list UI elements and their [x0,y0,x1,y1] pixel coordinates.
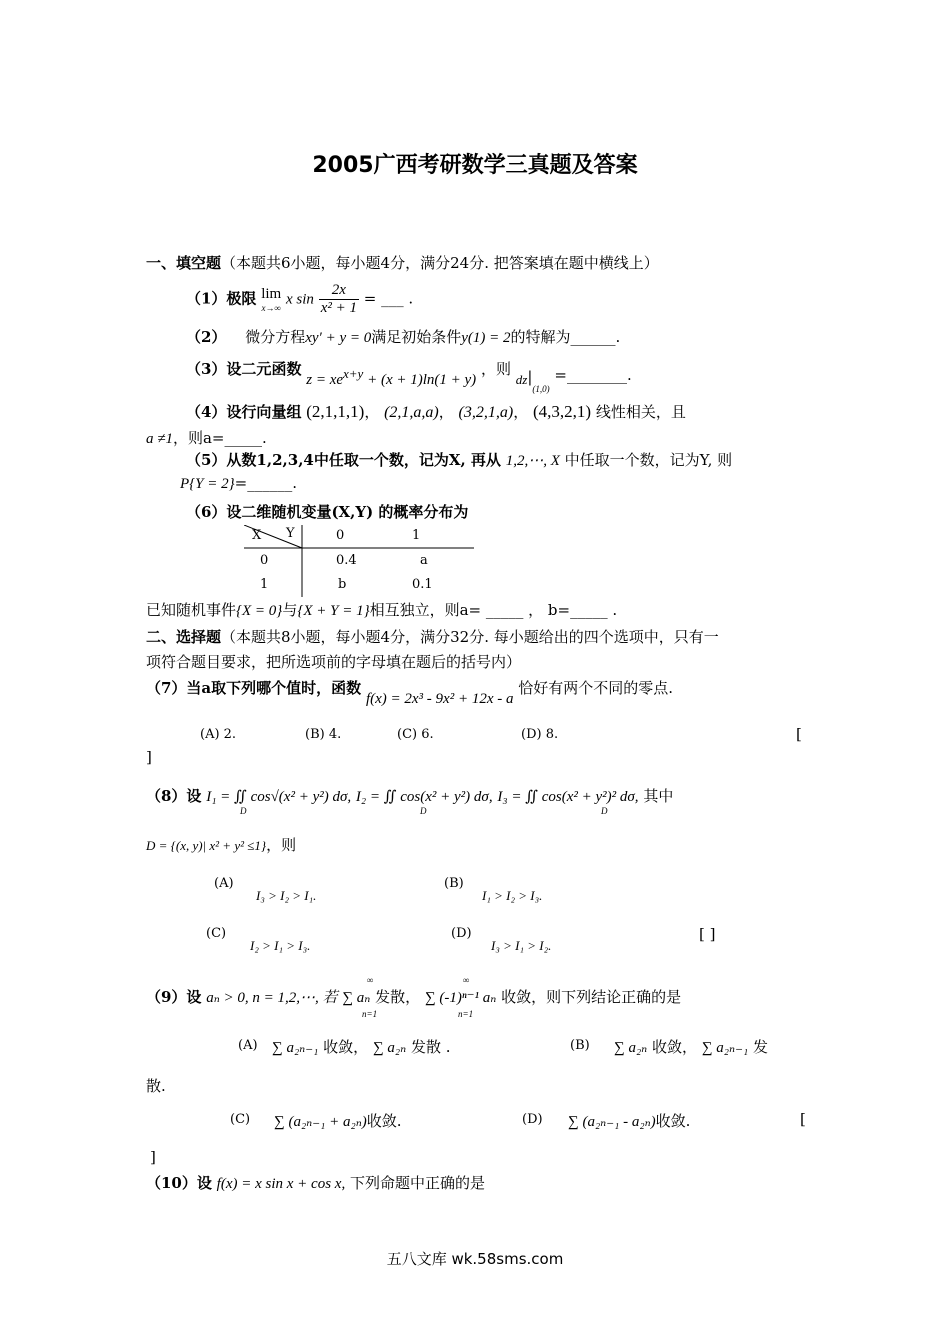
sum-upper: ∞ [367,975,374,985]
section2-heading: 二、选择题 [146,628,222,646]
q8-bracket: [ ] [699,925,716,943]
q7-tail: 恰好有两个不同的零点. [518,679,674,697]
q9-option-c [274,1110,402,1131]
question-6 [186,501,468,522]
section1-desc: （本题共6小题，每小题4分，满分24分. 把答案填在题中横线上） [221,254,659,272]
q9-option-c-tail: 收敛. [366,1112,402,1130]
sum-upper: ∞ [463,975,470,985]
q9-option-a-sum2: ∑ a₂ₙ [372,1040,407,1056]
q3-function [306,366,477,388]
q1-body: x sin [286,291,314,308]
q8-i2: I₂ = ∬ cos(x² + y²) dσ, [355,789,493,805]
q8-option-a-label: (A) [214,876,234,891]
q9-option-a-mid: 收敛， [323,1038,369,1056]
q2-cond: y(1) = 2 [461,330,511,346]
question-4-line2 [146,427,267,448]
q8-sub-d2: D [420,806,427,816]
q4-label: （4）设行向量组 [186,403,302,421]
q9-bracket-close: ] [150,1148,156,1166]
section1-heading: 一、填空题 [146,254,222,272]
question-5-line2 [180,474,297,493]
table-corner-x: X [252,528,262,543]
q5-seq: 1,2,⋯, X [505,453,560,469]
section1-heading-line [146,252,659,273]
q3-tail: =________. [554,366,632,384]
q4-v2: (2,1,a,a) [384,404,439,421]
q8-option-a: I₃ > I₂ > I₁. [256,888,317,903]
q6-text-c: 相互独立，则a= _____ ， b=_____ . [369,601,618,619]
q10-function: f(x) = x sin x + cos x, [216,1176,346,1192]
question-2 [186,326,620,347]
q8-option-b: I₁ > I₂ > I₃. [482,888,543,903]
table-corner-y: Y [286,526,295,541]
q8-option-c: I₂ > I₁ > I₃. [250,938,311,953]
q9-option-d-sum: ∑ (a₂ₙ₋₁ - a₂ₙ) [568,1114,656,1130]
q9-option-b-mid: 收敛， [652,1038,698,1056]
q9-label: （9）设 [146,988,202,1006]
question-1 [186,282,413,317]
q8-sub-d3: D [601,806,608,816]
q7-function: f(x) = 2x³ - 9x² + 12x - a [365,691,514,707]
q4-v4: (4,3,2,1) [532,402,592,421]
q7-bracket-open: [ [796,725,802,743]
q2-mid: 满足初始条件 [371,328,462,346]
q3-bar: | [527,368,533,386]
q10-tail: 下列命题中正确的是 [349,1174,485,1192]
q4-answer: ，则a=_____. [172,429,267,447]
q1-tail: = ___ . [363,289,414,308]
table-cell: 0.4 [336,553,357,568]
q3-label: （3）设二元函数 [186,360,302,378]
question-3 [186,356,632,394]
question-6-condition [146,599,617,620]
q9-option-a-label: (A) [238,1038,258,1053]
table-cell: b [338,577,347,592]
sum-lower: n=1 [458,1009,474,1019]
q8-i3: I₃ = ∬ cos(x² + y²)² dσ, [497,789,639,805]
q9-tail: 收敛，则下列结论正确的是 [501,988,682,1006]
q9-bracket-open: [ [800,1110,806,1128]
q4-v3: (3,2,1,a) [458,404,514,421]
q7-option-a: (A) 2. [200,727,237,742]
q8-label: （8）设 [146,787,202,805]
table-lines [244,525,474,597]
q9-option-c-sum: ∑ (a₂ₙ₋₁ + a₂ₙ) [274,1114,367,1130]
q9-cond: aₙ > 0, n = 1,2,⋯, 若 [206,990,338,1006]
q9-option-d-label: (D) [522,1112,543,1127]
q9-option-a-tail: 发散 . [410,1038,451,1056]
q9-option-c-label: (C) [230,1112,251,1127]
section2-desc1: （本题共8小题，每小题4分，满分32分. 每小题给出的四个选项中，只有一 [221,628,719,646]
q2-text: 微分方程 [245,328,306,346]
q3-at: (1,0) [532,384,550,394]
q9-option-a-sum1: ∑ a₂ₙ₋₁ [272,1040,319,1056]
table-cell: a [420,553,428,568]
q4-cond: a ≠1 [146,431,173,447]
q2-eq: xy′ + y = 0 [305,330,372,346]
q9-mid: 发散， [375,988,421,1006]
q9-sum2: ∑ (-1)ⁿ⁻¹ aₙ [424,990,497,1006]
q6-event1: {X = 0} [236,603,283,619]
q5-tail: 中任取一个数，记为Y, 则 [564,451,733,469]
table-col-header: 1 [412,528,421,543]
q1-lim: lim [261,286,282,302]
q10-label: （10）设 [146,1174,212,1192]
question-8 [146,785,673,806]
q8-option-c-label: (C) [206,926,227,941]
q9-option-b-wrap: 散. [146,1077,166,1095]
q9-option-d [568,1110,690,1131]
q9-option-a [272,1036,451,1057]
q3-exp: x+y [343,366,364,381]
question-10 [146,1172,485,1193]
q5-label: （5）从数1,2,3,4中任取一个数，记为X, 再从 [186,451,501,469]
q8-sub-d1: D [240,806,247,816]
q8-option-b-label: (B) [444,876,464,891]
table-cell: 0.1 [412,577,433,592]
section2-desc2: 项符合题目要求，把所选项前的字母填在题后的括号内） [146,653,522,671]
q9-sum1: ∑ aₙ [342,990,371,1006]
q7-option-d: (D) 8. [521,727,559,742]
q8-domain: D = {(x, y)| x² + y² ≤1} [146,838,267,853]
q5-prob: P{Y = 2} [180,476,235,492]
question-8-domain [146,834,296,855]
q5-answer: =______. [234,474,297,492]
q6-label: （6）设二维随机变量(X,Y) 的概率分布为 [186,503,469,521]
sum-lower: n=1 [362,1009,378,1019]
q7-option-c: (C) 6. [397,727,434,742]
q8-option-d: I₃ > I₁ > I₂. [491,938,552,953]
footer-watermark: 五八文库 wk.58sms.com [386,1250,564,1268]
q2-tail: 的特解为______. [510,328,621,346]
q8-i1: I₁ = ∬ cos√(x² + y²) dσ, [206,789,352,805]
q1-num: 2x [319,282,359,300]
q7-label: （7）当a取下列哪个值时，函数 [146,679,362,697]
q6-text-b: 与 [282,601,298,619]
q8-then: ，则 [266,836,297,854]
q9-option-b-label: (B) [570,1038,590,1053]
section2-heading-line [146,626,719,647]
question-9 [146,986,681,1007]
q4-v1: (2,1,1,1) [306,402,365,421]
q7-bracket-close: ] [146,748,152,766]
q2-label: （2） [186,328,227,346]
question-5 [186,449,732,470]
q3-dz: dz [515,372,528,387]
q8-tail: 其中 [643,787,674,805]
q6-event2: {X + Y = 1} [297,603,370,619]
q3-eq: z = xe [306,372,344,388]
table-row-header: 1 [260,577,269,592]
distribution-table [244,525,474,597]
q9-option-b [614,1036,768,1057]
q4-tail: 线性相关，且 [595,403,686,421]
q9-option-b-tail: 发 [752,1038,768,1056]
q3-then: ，则 [480,360,511,378]
q9-option-b-sum1: ∑ a₂ₙ [614,1040,648,1056]
page-title: 2005广西考研数学三真题及答案 [312,153,638,178]
question-7 [146,677,674,707]
q8-option-d-label: (D) [451,926,472,941]
q1-den: x² + 1 [320,300,357,316]
q9-option-d-tail: 收敛. [655,1112,691,1130]
q1-label: （1）极限 [186,289,257,308]
question-4: （4）设行向量组 (2,1,1,1)， (2,1,a,a)， (3,2,1,a)， (4,3,2,1) 线性相关，且 [186,402,686,421]
q6-text-a: 已知随机事件 [146,601,237,619]
q1-lim-sub: x→∞ [261,303,281,313]
q9-option-b-sum2: ∑ a₂ₙ₋₁ [701,1040,749,1056]
table-col-header: 0 [336,528,345,543]
q1-fraction [319,282,359,317]
table-row-header: 0 [260,553,269,568]
q3-eq2: + (x + 1)ln(1 + y) [363,372,477,388]
q7-option-b: (B) 4. [305,727,342,742]
